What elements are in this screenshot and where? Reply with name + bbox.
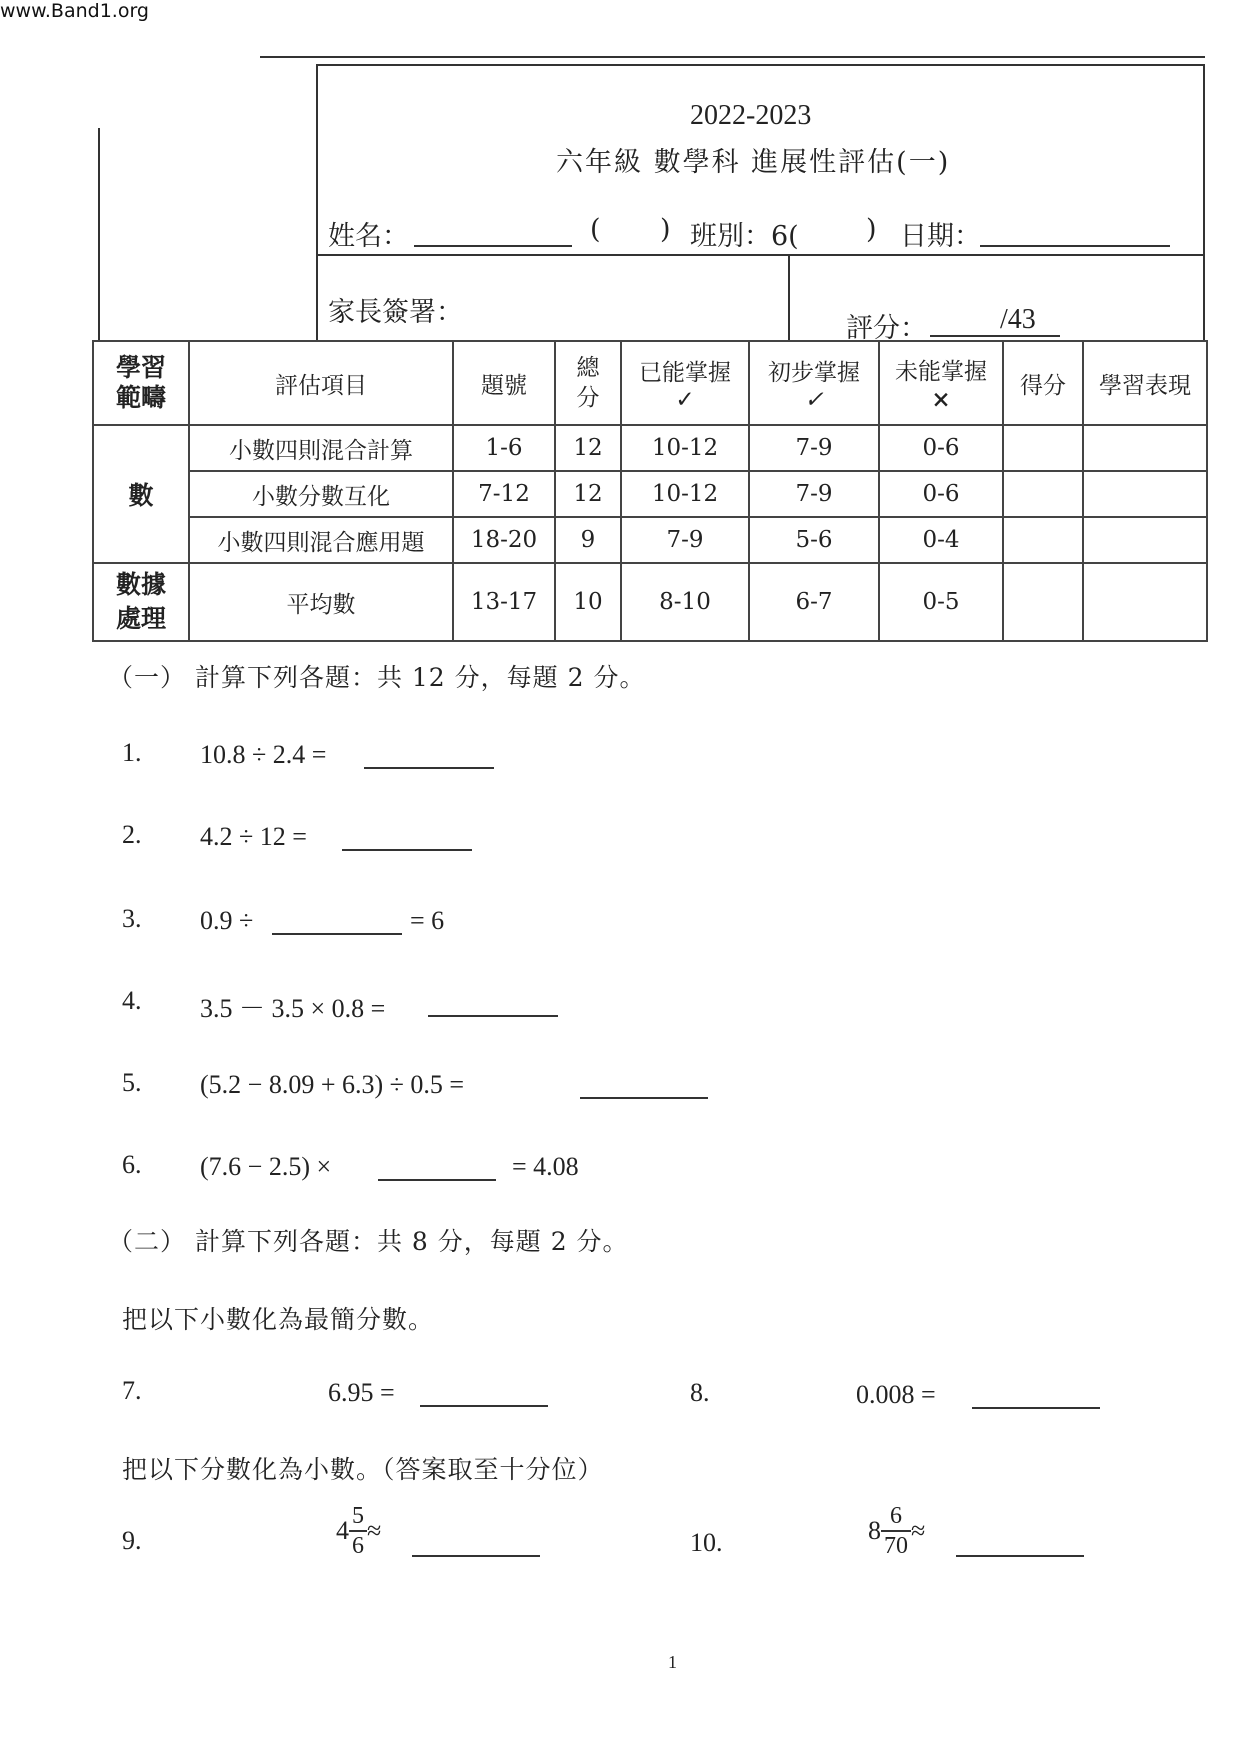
question-number: 2. [122, 820, 142, 849]
row-partial: 7-9 [749, 471, 879, 517]
answer-3-field[interactable] [272, 932, 402, 935]
date-label: 日期： [900, 221, 981, 252]
approx-symbol: ≈ [367, 1516, 382, 1545]
header-score: 得分 [1003, 341, 1083, 425]
row-mastered: 10-12 [621, 425, 749, 471]
question-7-text: 6.95 = [328, 1378, 395, 1407]
header-performance: 學習表現 [1083, 341, 1207, 425]
school-year: 2022-2023 [690, 100, 812, 131]
question-8-text: 0.008 = [856, 1380, 936, 1409]
question-number: 3. [122, 904, 142, 933]
row-item: 小數四則混合計算 [189, 425, 453, 471]
answer-1-field[interactable] [364, 766, 494, 769]
row-total: 10 [555, 563, 621, 641]
domain-data-handling: 數據處理 [93, 563, 189, 641]
row-partial: 7-9 [749, 425, 879, 471]
row-qno: 13-17 [453, 563, 555, 641]
header-partial: 初步掌握 ✓ [749, 341, 879, 425]
question-4-text: 3.5 － 3.5 × 0.8 = [200, 994, 386, 1023]
question-number: 7. [122, 1376, 142, 1405]
header-left-border [316, 64, 318, 340]
row-not-mastered: 0-5 [879, 563, 1003, 641]
header-mid-divider [788, 254, 790, 340]
question-2-text: 4.2 ÷ 12 = [200, 822, 307, 851]
header-domain: 學習範疇 [93, 341, 189, 425]
row-score-cell[interactable] [1003, 425, 1083, 471]
name-label: 姓名： [328, 221, 409, 252]
row-score-cell[interactable] [1003, 517, 1083, 563]
fraction: $\frac{5}{6}$ [349, 1502, 367, 1560]
answer-10-field[interactable] [956, 1554, 1084, 1557]
question-1-text: 10.8 ÷ 2.4 = [200, 740, 327, 769]
row-total: 12 [555, 471, 621, 517]
header-total: 總分 [555, 341, 621, 425]
table-row [93, 517, 1207, 563]
row-mastered: 10-12 [621, 471, 749, 517]
table-header-row [93, 341, 1207, 425]
question-number: 5. [122, 1068, 142, 1097]
question-3-text-before: 0.9 ÷ [200, 906, 254, 935]
row-item: 平均數 [189, 563, 453, 641]
answer-9-field[interactable] [412, 1554, 540, 1557]
header-top-line-inner [318, 64, 1205, 66]
table-row [93, 471, 1207, 517]
question-number: 9. [122, 1526, 142, 1555]
page-left-margin-line [98, 128, 100, 340]
table-row [93, 425, 1207, 471]
answer-6-field[interactable] [378, 1178, 496, 1181]
header-top-line [260, 56, 1205, 58]
row-performance-cell[interactable] [1083, 517, 1207, 563]
table-row [93, 563, 1207, 641]
section-2-title: （二） 計算下列各題：共 8 分，每題 2 分。 [108, 1227, 629, 1256]
row-qno: 7-12 [453, 471, 555, 517]
exam-title: 六年級 數學科 進展性評估(一) [556, 147, 951, 178]
question-number: 1. [122, 738, 142, 767]
row-not-mastered: 0-6 [879, 425, 1003, 471]
row-total: 9 [555, 517, 621, 563]
section-1-title: （一） 計算下列各題：共 12 分，每題 2 分。 [108, 663, 646, 692]
row-not-mastered: 0-4 [879, 517, 1003, 563]
assessment-table [92, 340, 1208, 642]
question-10-expression [868, 1502, 925, 1560]
name-field[interactable] [414, 244, 572, 247]
row-not-mastered: 0-6 [879, 471, 1003, 517]
partial-check-icon: ✓ [804, 386, 824, 413]
header-right-border [1203, 64, 1205, 340]
question-3-text-after: = 6 [410, 906, 445, 935]
answer-8-field[interactable] [972, 1406, 1100, 1409]
check-icon: ✓ [675, 386, 695, 413]
class-close: ) [866, 214, 877, 245]
cross-icon: × [931, 386, 951, 413]
instruction-fraction-to-decimal: 把以下分數化為小數。（答案取至十分位） [122, 1455, 604, 1484]
row-score-cell[interactable] [1003, 563, 1083, 641]
row-performance-cell[interactable] [1083, 425, 1207, 471]
question-number: 8. [690, 1378, 710, 1407]
row-mastered: 7-9 [621, 517, 749, 563]
header-not-mastered: 未能掌握 × [879, 341, 1003, 425]
row-partial: 6-7 [749, 563, 879, 641]
parent-signature-label: 家長簽署： [328, 297, 463, 328]
class-label: 班別：6( [690, 221, 799, 252]
row-score-cell[interactable] [1003, 471, 1083, 517]
row-total: 12 [555, 425, 621, 471]
row-performance-cell[interactable] [1083, 471, 1207, 517]
header-qno: 題號 [453, 341, 555, 425]
row-mastered: 8-10 [621, 563, 749, 641]
question-9-expression [336, 1502, 381, 1560]
approx-symbol: ≈ [911, 1516, 926, 1545]
row-qno: 1-6 [453, 425, 555, 471]
score-total: /43 [1000, 304, 1036, 335]
header-item: 評估項目 [189, 341, 453, 425]
question-number: 10. [690, 1528, 723, 1557]
class-number-open: ( [590, 214, 601, 245]
date-field[interactable] [980, 244, 1170, 247]
question-number: 6. [122, 1150, 142, 1179]
answer-5-field[interactable] [580, 1096, 708, 1099]
row-partial: 5-6 [749, 517, 879, 563]
website-url: www.Band1.org [0, 0, 149, 22]
answer-4-field[interactable] [428, 1014, 558, 1017]
row-performance-cell[interactable] [1083, 563, 1207, 641]
mixed-number-whole: 4 [336, 1516, 349, 1545]
row-qno: 18-20 [453, 517, 555, 563]
question-number: 4. [122, 986, 142, 1015]
page-number: 1 [668, 1652, 677, 1672]
row-item: 小數分數互化 [189, 471, 453, 517]
instruction-decimal-to-fraction: 把以下小數化為最簡分數。 [122, 1305, 435, 1334]
answer-2-field[interactable] [342, 848, 472, 851]
header-mastered: 已能掌握 ✓ [621, 341, 749, 425]
score-field[interactable] [930, 334, 1060, 337]
header-mid-line [316, 254, 1205, 256]
domain-number: 數 [93, 425, 189, 563]
score-label: 評分： [846, 313, 927, 344]
mixed-number-whole: 8 [868, 1516, 881, 1545]
answer-7-field[interactable] [420, 1404, 548, 1407]
question-5-text: (5.2 − 8.09 + 6.3) ÷ 0.5 = [200, 1070, 465, 1099]
row-item: 小數四則混合應用題 [189, 517, 453, 563]
question-6-text-after: = 4.08 [512, 1152, 579, 1181]
class-number-close: ) [660, 214, 671, 245]
fraction: $\frac{6}{70}$ [881, 1502, 911, 1560]
question-6-text-before: (7.6 − 2.5) × [200, 1152, 332, 1181]
